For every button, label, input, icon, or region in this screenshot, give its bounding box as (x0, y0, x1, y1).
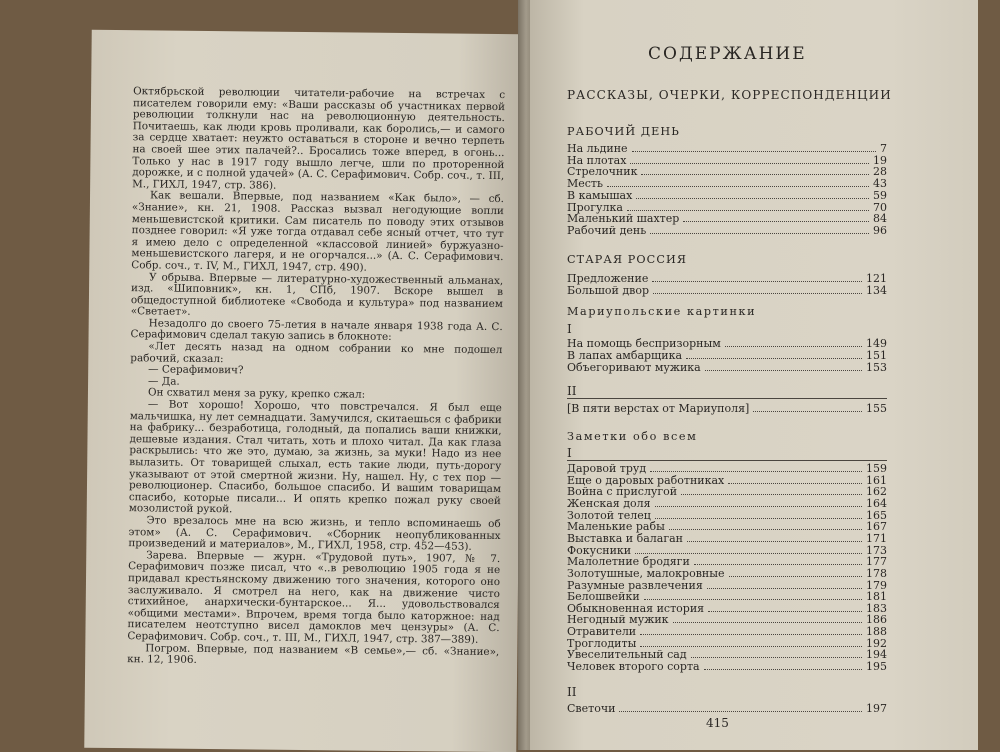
paragraph: Как вешали. Впервые, под названием «Как было», — сб. «Знание», кн. 21, 1908. Рассказ вызвал негодующие вопли меньшевистской критики. Сам писатель по поводу этих отзывов позднее говорил: «Я уже тогда отдавал себе ясный отчет, что тут я имею дело с определенной «классовой линией» буржуазно-меньшевистского лагеря, и не огорчался...» (А. С. Серафимович. Собр. соч., т. IV, М., ГИХЛ, 1947, стр. 490). (131, 189, 505, 274)
paragraph: «Лет десять назад на одном собрании ко мне подошел рабочий, сказал: (130, 340, 503, 365)
toc-entry-page: 162 (866, 485, 887, 499)
toc-entry (567, 660, 887, 673)
toc-entry (567, 361, 887, 374)
toc-entry-title: Большой двор (567, 284, 649, 298)
toc-entry-page: 121 (866, 272, 887, 285)
toc-entry-title: Светочи (567, 702, 616, 715)
paragraph: Зарева. Впервые — журн. «Трудовой путь», 1907, № 7. Серафимович позже писал, что «..в революцию 1905 года я не придавал крестьянскому движению того значения, которого оно заслуживало. Я смотрел на него, как на движение чисто стихийное, анархически-бунтарское... Я... удовольствовался «общими местами». Впрочем, время тогда было каторжное: над писателем неотступно висел дамоклов меч цензуры» (А. С. Серафимович. Собр. соч., т. III, М., ГИХЛ, 1947, стр. 387—389). (127, 549, 501, 646)
toc-entry-page: 153 (866, 361, 887, 375)
toc-entry-page: 164 (866, 496, 887, 510)
toc-entry-title: Выставка и балаган (567, 531, 683, 545)
toc-entry-page: 151 (866, 349, 887, 363)
dot-leader (627, 210, 869, 211)
toc-entry-title: Прогулка (567, 200, 623, 214)
left-page-text (127, 86, 505, 670)
toc-entry-page: 19 (873, 153, 887, 167)
paragraph: Незадолго до своего 75-летия в начале января 1938 года А. С. Серафимович сделал такую запись в блокноте: (130, 317, 503, 344)
dot-leader (683, 221, 869, 222)
dot-leader (728, 483, 862, 484)
toc-entry-page: 171 (866, 531, 887, 545)
toc-entry-page: 84 (873, 212, 887, 226)
paragraph: Погром. Впервые, под названием «В семье»,— сб. «Знание», кн. 12, 1906. (127, 641, 500, 666)
subsection-heading: РАБОЧИЙ ДЕНЬ (567, 125, 680, 138)
roman-numeral: I (567, 322, 572, 336)
toc-entry-title: Стрелочник (567, 165, 638, 179)
dot-leader (687, 541, 862, 542)
paragraph: Октябрьской революции читатели-рабочие на встречах с писателем говорили ему: «Ваши рассказы об участниках первой революции толкнули нас на революционную деятельность. Почитаешь, как люди кровь проливали, как боролись,— и самого за сердце хватает: неужто оставаться в стороне и вечно терпеть на своей шее этих палачей?.. Бросались тоже вперед, в огонь... Только у нас в 1917 году вышло легче, шли по проторенной дорожке, и с полной удачей» (А. С. Серафимович. Собр. соч., т. III, М., ГИХЛ, 1947, стр. 386). (132, 85, 506, 192)
toc-entry (567, 224, 887, 237)
toc-entry-title: Маленькие рабы (567, 520, 665, 534)
paragraph: — Серафимович? (148, 363, 244, 377)
toc-entry-page: 165 (866, 508, 887, 522)
dot-leader (704, 669, 862, 670)
toc-entry-title: Золотушные, малокровные (567, 566, 725, 580)
toc-entry-title: Обыкновенная история (567, 601, 705, 615)
toc-entry-title: Предложение (567, 272, 649, 285)
toc-entry-title: Еще о даровых работниках (567, 473, 725, 487)
dot-leader (650, 233, 869, 234)
toc-entry-page: 181 (866, 590, 887, 604)
subsection-heading: Мариупольские картинки (567, 305, 757, 318)
toc-entry-page: 96 (873, 223, 887, 237)
toc-entry-title: Месть (567, 177, 604, 191)
dot-leader (632, 151, 876, 152)
page-number: 415 (706, 716, 729, 730)
toc-entry-title: Отравители (567, 625, 637, 639)
rule (567, 460, 887, 461)
toc-entry-page: 155 (866, 402, 887, 415)
toc-entry (567, 272, 887, 285)
toc-entry-page: 43 (873, 177, 887, 191)
dot-leader (655, 518, 862, 519)
dot-leader (650, 471, 862, 472)
dot-leader (640, 634, 862, 635)
toc-entry-page: 186 (866, 613, 887, 627)
toc-entry-page: 179 (866, 578, 887, 592)
paragraph: — Да. (148, 375, 180, 388)
subsection-heading: Заметки обо всем (567, 430, 698, 443)
toc-entry-title: Разумные развлечения (567, 578, 703, 592)
toc-entry-title: Увеселительный сад (567, 648, 687, 662)
dot-leader (655, 506, 862, 507)
toc-entry (567, 402, 887, 415)
toc-entry-page: 192 (866, 636, 887, 650)
toc-entry-page: 59 (873, 188, 887, 202)
toc-entry (567, 284, 887, 297)
dot-leader (708, 611, 862, 612)
dot-leader (707, 588, 862, 589)
toc-entry-page: 194 (866, 648, 887, 662)
dot-leader (644, 599, 862, 600)
dot-leader (705, 370, 862, 371)
toc-entry-page: 195 (866, 660, 887, 674)
toc-entry-title: На плотах (567, 153, 627, 167)
toc-entry-title: Белошвейки (567, 590, 640, 604)
toc-entry-title: Троглодиты (567, 636, 637, 650)
toc-entry-title: Маленький шахтер (567, 212, 680, 226)
dot-leader (607, 186, 869, 187)
toc-entry-title: В камышах (567, 188, 633, 202)
dot-leader (653, 293, 862, 294)
dot-leader (652, 281, 862, 282)
roman-numeral: II (567, 685, 577, 699)
toc-entry-page: 167 (866, 520, 887, 534)
toc-entry-page: 70 (873, 200, 887, 214)
right-page (530, 0, 978, 750)
dot-leader (681, 494, 862, 495)
toc-entry-page: 173 (866, 543, 887, 557)
toc-entry-title: Фокусники (567, 543, 632, 557)
rule (567, 398, 887, 399)
dot-leader (673, 622, 862, 623)
subsection-heading: СТАРАЯ РОССИЯ (567, 253, 687, 266)
toc-entry-title: Объегоривают мужика (567, 361, 701, 375)
toc-entry-title: На льдине (567, 142, 628, 155)
dot-leader (636, 198, 869, 199)
toc-entry-page: 197 (866, 702, 887, 715)
toc-entry-page: 188 (866, 625, 887, 639)
toc-entry-page: 177 (866, 555, 887, 569)
toc-entry-page: 178 (866, 566, 887, 580)
toc-entry-title: В лапах амбарщика (567, 349, 683, 363)
toc-entry-title: Женская доля (567, 496, 651, 510)
dot-leader (669, 529, 862, 530)
toc-entry (567, 702, 887, 715)
toc-entry-page: 183 (866, 601, 887, 615)
section-heading: РАССКАЗЫ, ОЧЕРКИ, КОРРЕСПОНДЕНЦИИ (567, 88, 892, 102)
toc-entry-title: [В пяти верстах от Мариуполя] (567, 402, 750, 415)
toc-entry-page: 7 (880, 142, 887, 155)
toc-entry-page: 161 (866, 473, 887, 487)
toc-entry-title: Негодный мужик (567, 613, 669, 627)
toc-entry-page: 28 (873, 165, 887, 179)
toc-entry (567, 337, 887, 350)
toc-entry (567, 349, 887, 362)
dot-leader (619, 711, 862, 712)
toc-entry-title: Человек второго сорта (567, 660, 700, 674)
dot-leader (686, 358, 862, 359)
dot-leader (691, 657, 862, 658)
toc-entry-title: Даровой труд (567, 462, 647, 475)
dot-leader (640, 646, 862, 647)
toc-entry-title: На помощь беспризорным (567, 337, 721, 350)
toc-entry-title: Малолетние бродяги (567, 555, 690, 569)
paragraph: У обрыва. Впервые — литературно-художественный альманах, изд. «Шиповник», кн. 1, СПб, 1907. Вскоре вышел в общедоступной библиотеке «Свобода и культура» под названием «Светает». (130, 270, 504, 319)
left-page (84, 30, 523, 752)
dot-leader (725, 346, 862, 347)
paragraph: Он схватил меня за руку, крепко сжал: (147, 386, 366, 402)
toc-entry-title: Золотой телец (567, 508, 651, 522)
toc-entry-page: 149 (866, 337, 887, 350)
dot-leader (694, 564, 862, 565)
toc-entry-page: 134 (866, 284, 887, 298)
toc-entry-title: Война с прислугой (567, 485, 678, 499)
paragraph: — Вот хорошо! Хорошо, что повстречался. Я был еще мальчишка, ну лет семнадцати. Замучился, скитаешься с фабрики на фабрику... безработица, голодный, да попались ваши книжки, дешевые издания. Стал читать, хоть и плохо читал. Да как глаза раскрылись: что же это, думаю, за жизнь, за муки! Надо из нее вылазить. От товарищей слыхал, есть такие люди, путь-дорогу указывают от этой смертной жизни. Ну, нашел. Ну, с тех пор — революционер. Спасибо, большое спасибо. И вашим товарищам спасибо, которые писали... И опять крепко пожал руку своей мозолистой рукой. (128, 398, 502, 516)
roman-numeral: I (567, 446, 572, 460)
dot-leader (753, 411, 862, 412)
roman-numeral: II (567, 384, 577, 398)
paragraph: Это врезалось мне на всю жизнь, и тепло вспоминаешь об этом» (А. С. Серафимович. «Сборник неопубликованных произведений и материалов», М., ГИХЛ, 1958, стр. 452—453). (128, 514, 501, 553)
toc-title: СОДЕРЖАНИЕ (648, 44, 807, 64)
toc-entry-title: Рабочий день (567, 223, 647, 237)
dot-leader (630, 163, 869, 164)
dot-leader (729, 576, 862, 577)
dot-leader (641, 174, 869, 175)
toc-entry-page: 159 (866, 462, 887, 475)
dot-leader (635, 553, 862, 554)
